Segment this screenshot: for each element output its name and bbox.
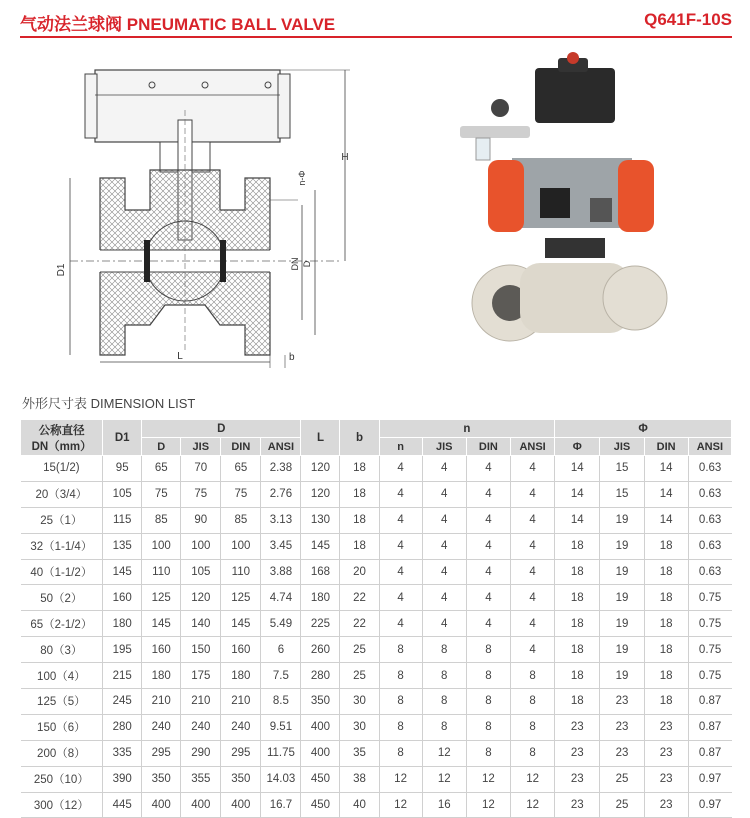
table-cell: 8 xyxy=(510,689,554,715)
sub-col: D xyxy=(142,438,181,456)
sub-col: JIS xyxy=(181,438,221,456)
table-cell: 0.97 xyxy=(688,766,731,792)
table-cell: 20（3/4） xyxy=(21,481,103,507)
table-cell: 22 xyxy=(340,585,379,611)
table-header-row xyxy=(21,420,732,438)
table-cell: 19 xyxy=(600,559,644,585)
table-cell: 100 xyxy=(221,533,261,559)
table-cell: 22 xyxy=(340,611,379,637)
table-cell: 4 xyxy=(422,507,466,533)
table-cell: 0.63 xyxy=(688,456,731,482)
table-cell: 23 xyxy=(555,792,600,818)
table-cell: 0.63 xyxy=(688,507,731,533)
table-body xyxy=(21,456,732,818)
table-cell: 18 xyxy=(644,585,688,611)
table-cell: 23 xyxy=(555,766,600,792)
col-size xyxy=(21,420,103,456)
table-cell: 18 xyxy=(644,533,688,559)
table-cell: 8 xyxy=(510,714,554,740)
table-cell: 445 xyxy=(103,792,142,818)
product-title xyxy=(20,10,335,35)
table-row xyxy=(21,740,732,766)
table-cell: 245 xyxy=(103,689,142,715)
sub-col: DIN xyxy=(644,438,688,456)
drawing-label-n-phi: n-Φ xyxy=(297,170,307,186)
table-cell: 0.75 xyxy=(688,663,731,689)
table-cell: 8 xyxy=(466,740,510,766)
table-cell: 14 xyxy=(555,507,600,533)
table-cell: 80（3） xyxy=(21,637,103,663)
table-cell: 4 xyxy=(379,559,422,585)
table-cell: 4 xyxy=(466,456,510,482)
table-cell: 4 xyxy=(466,507,510,533)
table-cell: 0.63 xyxy=(688,533,731,559)
table-cell: 210 xyxy=(142,689,181,715)
table-cell: 12 xyxy=(510,792,554,818)
table-cell: 18 xyxy=(644,611,688,637)
table-cell: 180 xyxy=(103,611,142,637)
table-cell: 8 xyxy=(379,714,422,740)
table-cell: 23 xyxy=(600,740,644,766)
drawing-label-d1: D1 xyxy=(56,263,67,277)
table-row xyxy=(21,792,732,818)
table-cell: 30 xyxy=(340,714,379,740)
table-cell: 18 xyxy=(644,559,688,585)
table-cell: 4 xyxy=(379,585,422,611)
table-cell: 4 xyxy=(422,456,466,482)
col-size-en: DN（mm） xyxy=(31,440,92,453)
table-cell: 18 xyxy=(555,559,600,585)
table-cell: 150（6） xyxy=(21,714,103,740)
table-cell: 350 xyxy=(142,766,181,792)
table-cell: 18 xyxy=(555,637,600,663)
table-cell: 19 xyxy=(600,507,644,533)
table-cell: 4 xyxy=(379,611,422,637)
table-cell: 23 xyxy=(600,689,644,715)
valve-section-drawing xyxy=(40,50,370,370)
table-cell: 15(1/2) xyxy=(21,456,103,482)
table-cell: 75 xyxy=(181,481,221,507)
table-cell: 32（1-1/4） xyxy=(21,533,103,559)
table-cell: 65 xyxy=(142,456,181,482)
table-cell: 4 xyxy=(422,533,466,559)
table-cell: 225 xyxy=(301,611,340,637)
table-cell: 145 xyxy=(301,533,340,559)
table-cell: 95 xyxy=(103,456,142,482)
table-cell: 450 xyxy=(301,792,340,818)
col-group-d: D xyxy=(142,420,301,438)
table-cell: 2.76 xyxy=(261,481,301,507)
drawing-label-b: b xyxy=(289,352,295,363)
table-cell: 6 xyxy=(261,637,301,663)
table-cell: 120 xyxy=(181,585,221,611)
table-cell: 0.87 xyxy=(688,714,731,740)
table-cell: 8 xyxy=(379,637,422,663)
table-cell: 280 xyxy=(301,663,340,689)
table-cell: 215 xyxy=(103,663,142,689)
table-row xyxy=(21,456,732,482)
table-cell: 25 xyxy=(340,637,379,663)
table-cell: 8 xyxy=(466,663,510,689)
sub-col: DIN xyxy=(466,438,510,456)
product-title-en: PNEUMATIC BALL VALVE xyxy=(126,15,336,34)
table-cell: 105 xyxy=(103,481,142,507)
table-cell: 210 xyxy=(181,689,221,715)
table-cell: 150 xyxy=(181,637,221,663)
table-row xyxy=(21,689,732,715)
table-cell: 14 xyxy=(555,456,600,482)
col-l: L xyxy=(301,420,340,456)
table-cell: 125 xyxy=(142,585,181,611)
table-cell: 4 xyxy=(466,611,510,637)
section-title: 外形尺寸表 DIMENSION LIST xyxy=(22,396,196,411)
table-cell: 18 xyxy=(644,637,688,663)
table-cell: 3.13 xyxy=(261,507,301,533)
table-row xyxy=(21,663,732,689)
table-cell: 15 xyxy=(600,481,644,507)
table-cell: 18 xyxy=(340,481,379,507)
table-cell: 240 xyxy=(181,714,221,740)
table-cell: 4.74 xyxy=(261,585,301,611)
table-cell: 23 xyxy=(644,714,688,740)
table-cell: 115 xyxy=(103,507,142,533)
table-cell: 400 xyxy=(181,792,221,818)
table-row xyxy=(21,611,732,637)
table-cell: 350 xyxy=(221,766,261,792)
table-cell: 30 xyxy=(340,689,379,715)
table-cell: 23 xyxy=(600,714,644,740)
table-cell: 8 xyxy=(510,740,554,766)
table-cell: 8 xyxy=(422,637,466,663)
table-cell: 240 xyxy=(142,714,181,740)
table-cell: 3.45 xyxy=(261,533,301,559)
table-cell: 90 xyxy=(181,507,221,533)
table-cell: 12 xyxy=(466,792,510,818)
table-cell: 2.38 xyxy=(261,456,301,482)
table-row xyxy=(21,714,732,740)
table-cell: 4 xyxy=(466,559,510,585)
table-cell: 14 xyxy=(644,507,688,533)
table-cell: 19 xyxy=(600,663,644,689)
table-cell: 300（12） xyxy=(21,792,103,818)
table-cell: 4 xyxy=(379,507,422,533)
table-cell: 14 xyxy=(644,456,688,482)
table-cell: 250（10） xyxy=(21,766,103,792)
table-cell: 350 xyxy=(301,689,340,715)
table-cell: 85 xyxy=(221,507,261,533)
table-cell: 135 xyxy=(103,533,142,559)
table-cell: 0.75 xyxy=(688,637,731,663)
sub-col: JIS xyxy=(422,438,466,456)
table-cell: 160 xyxy=(142,637,181,663)
product-title-cn: 气动法兰球阀 xyxy=(20,15,122,34)
table-cell: 4 xyxy=(466,533,510,559)
table-cell: 4 xyxy=(466,481,510,507)
table-cell: 19 xyxy=(600,585,644,611)
dimension-table xyxy=(20,419,732,818)
table-cell: 18 xyxy=(340,456,379,482)
table-cell: 4 xyxy=(422,559,466,585)
col-b: b xyxy=(340,420,379,456)
table-cell: 25 xyxy=(600,792,644,818)
table-cell: 355 xyxy=(181,766,221,792)
table-cell: 40（1-1/2） xyxy=(21,559,103,585)
table-cell: 25 xyxy=(600,766,644,792)
table-cell: 145 xyxy=(142,611,181,637)
table-cell: 18 xyxy=(555,689,600,715)
table-cell: 110 xyxy=(142,559,181,585)
table-cell: 160 xyxy=(103,585,142,611)
sub-col: JIS xyxy=(600,438,644,456)
table-cell: 400 xyxy=(221,792,261,818)
header-rule xyxy=(20,36,732,38)
table-cell: 38 xyxy=(340,766,379,792)
col-d1: D1 xyxy=(103,420,142,456)
table-cell: 4 xyxy=(379,533,422,559)
table-cell: 85 xyxy=(142,507,181,533)
table-cell: 19 xyxy=(600,611,644,637)
table-cell: 8 xyxy=(422,663,466,689)
table-cell: 18 xyxy=(555,611,600,637)
sub-col: ANSI xyxy=(261,438,301,456)
table-cell: 12 xyxy=(510,766,554,792)
table-cell: 100（4） xyxy=(21,663,103,689)
table-cell: 18 xyxy=(555,585,600,611)
table-cell: 20 xyxy=(340,559,379,585)
table-cell: 65（2-1/2） xyxy=(21,611,103,637)
table-cell: 125（5） xyxy=(21,689,103,715)
table-cell: 4 xyxy=(422,585,466,611)
table-cell: 4 xyxy=(379,456,422,482)
table-cell: 4 xyxy=(510,481,554,507)
table-cell: 200（8） xyxy=(21,740,103,766)
table-row xyxy=(21,533,732,559)
table-cell: 9.51 xyxy=(261,714,301,740)
table-cell: 290 xyxy=(181,740,221,766)
table-row xyxy=(21,766,732,792)
table-cell: 4 xyxy=(379,481,422,507)
table-cell: 295 xyxy=(221,740,261,766)
table-cell: 0.75 xyxy=(688,611,731,637)
table-cell: 12 xyxy=(422,740,466,766)
table-cell: 5.49 xyxy=(261,611,301,637)
table-cell: 175 xyxy=(181,663,221,689)
table-cell: 0.63 xyxy=(688,559,731,585)
table-cell: 16.7 xyxy=(261,792,301,818)
table-cell: 295 xyxy=(142,740,181,766)
table-cell: 4 xyxy=(466,585,510,611)
table-cell: 65 xyxy=(221,456,261,482)
table-cell: 390 xyxy=(103,766,142,792)
table-cell: 100 xyxy=(142,533,181,559)
table-cell: 4 xyxy=(510,637,554,663)
table-cell: 180 xyxy=(301,585,340,611)
table-cell: 450 xyxy=(301,766,340,792)
table-cell: 4 xyxy=(510,559,554,585)
table-cell: 19 xyxy=(600,533,644,559)
table-cell: 40 xyxy=(340,792,379,818)
table-cell: 16 xyxy=(422,792,466,818)
table-row xyxy=(21,637,732,663)
table-cell: 4 xyxy=(422,611,466,637)
table-cell: 145 xyxy=(103,559,142,585)
table-cell: 23 xyxy=(644,740,688,766)
table-cell: 12 xyxy=(422,766,466,792)
table-cell: 140 xyxy=(181,611,221,637)
table-cell: 400 xyxy=(142,792,181,818)
table-cell: 110 xyxy=(221,559,261,585)
table-cell: 168 xyxy=(301,559,340,585)
table-cell: 210 xyxy=(221,689,261,715)
table-cell: 23 xyxy=(644,792,688,818)
table-cell: 35 xyxy=(340,740,379,766)
table-cell: 8 xyxy=(422,689,466,715)
table-cell: 260 xyxy=(301,637,340,663)
table-cell: 75 xyxy=(142,481,181,507)
col-size-cn: 公称直径 xyxy=(38,424,85,437)
table-cell: 18 xyxy=(555,663,600,689)
table-cell: 18 xyxy=(644,663,688,689)
drawing-label-d: D xyxy=(302,260,312,268)
table-cell: 0.75 xyxy=(688,585,731,611)
table-cell: 105 xyxy=(181,559,221,585)
table-cell: 180 xyxy=(221,663,261,689)
table-cell: 8 xyxy=(466,637,510,663)
product-photo xyxy=(440,48,690,348)
table-cell: 14.03 xyxy=(261,766,301,792)
table-cell: 4 xyxy=(422,481,466,507)
table-row xyxy=(21,585,732,611)
table-cell: 25（1） xyxy=(21,507,103,533)
table-cell: 8 xyxy=(510,663,554,689)
page-header xyxy=(0,0,750,40)
table-cell: 335 xyxy=(103,740,142,766)
table-cell: 8.5 xyxy=(261,689,301,715)
table-cell: 180 xyxy=(142,663,181,689)
table-cell: 160 xyxy=(221,637,261,663)
table-cell: 8 xyxy=(379,663,422,689)
table-cell: 12 xyxy=(379,766,422,792)
table-cell: 12 xyxy=(379,792,422,818)
sub-col: DIN xyxy=(221,438,261,456)
table-cell: 15 xyxy=(600,456,644,482)
sub-col: ANSI xyxy=(688,438,731,456)
table-cell: 12 xyxy=(466,766,510,792)
table-cell: 130 xyxy=(301,507,340,533)
table-cell: 23 xyxy=(644,766,688,792)
table-cell: 145 xyxy=(221,611,261,637)
sub-col: Φ xyxy=(555,438,600,456)
table-cell: 14 xyxy=(644,481,688,507)
table-cell: 25 xyxy=(340,663,379,689)
table-cell: 75 xyxy=(221,481,261,507)
table-cell: 18 xyxy=(644,689,688,715)
table-cell: 0.63 xyxy=(688,481,731,507)
table-cell: 195 xyxy=(103,637,142,663)
drawing-label-dn: DN xyxy=(290,257,300,271)
sub-col: ANSI xyxy=(510,438,554,456)
table-cell: 4 xyxy=(510,533,554,559)
table-cell: 400 xyxy=(301,714,340,740)
table-cell: 125 xyxy=(221,585,261,611)
table-cell: 240 xyxy=(221,714,261,740)
sub-col: n xyxy=(379,438,422,456)
table-cell: 400 xyxy=(301,740,340,766)
table-row xyxy=(21,559,732,585)
table-cell: 8 xyxy=(379,740,422,766)
table-cell: 19 xyxy=(600,637,644,663)
table-cell: 8 xyxy=(379,689,422,715)
table-cell: 70 xyxy=(181,456,221,482)
table-cell: 100 xyxy=(181,533,221,559)
table-row xyxy=(21,481,732,507)
drawing-label-l: L xyxy=(177,351,183,362)
drawing-label-h: H xyxy=(341,152,349,163)
table-cell: 4 xyxy=(510,585,554,611)
table-cell: 18 xyxy=(555,533,600,559)
table-cell: 11.75 xyxy=(261,740,301,766)
table-cell: 120 xyxy=(301,481,340,507)
table-cell: 14 xyxy=(555,481,600,507)
table-cell: 8 xyxy=(422,714,466,740)
table-cell: 23 xyxy=(555,714,600,740)
col-group-n: n xyxy=(379,420,555,438)
table-cell: 0.87 xyxy=(688,689,731,715)
table-cell: 50（2） xyxy=(21,585,103,611)
table-cell: 7.5 xyxy=(261,663,301,689)
table-cell: 4 xyxy=(510,507,554,533)
table-cell: 8 xyxy=(466,689,510,715)
table-cell: 120 xyxy=(301,456,340,482)
col-group-phi: Φ xyxy=(555,420,732,438)
table-cell: 23 xyxy=(555,740,600,766)
table-cell: 0.97 xyxy=(688,792,731,818)
table-cell: 280 xyxy=(103,714,142,740)
table-row xyxy=(21,507,732,533)
table-cell: 4 xyxy=(510,456,554,482)
table-cell: 8 xyxy=(466,714,510,740)
table-cell: 0.87 xyxy=(688,740,731,766)
table-cell: 4 xyxy=(510,611,554,637)
table-cell: 18 xyxy=(340,507,379,533)
model-number: Q641F-10S xyxy=(644,10,732,29)
table-cell: 18 xyxy=(340,533,379,559)
table-cell: 3.88 xyxy=(261,559,301,585)
